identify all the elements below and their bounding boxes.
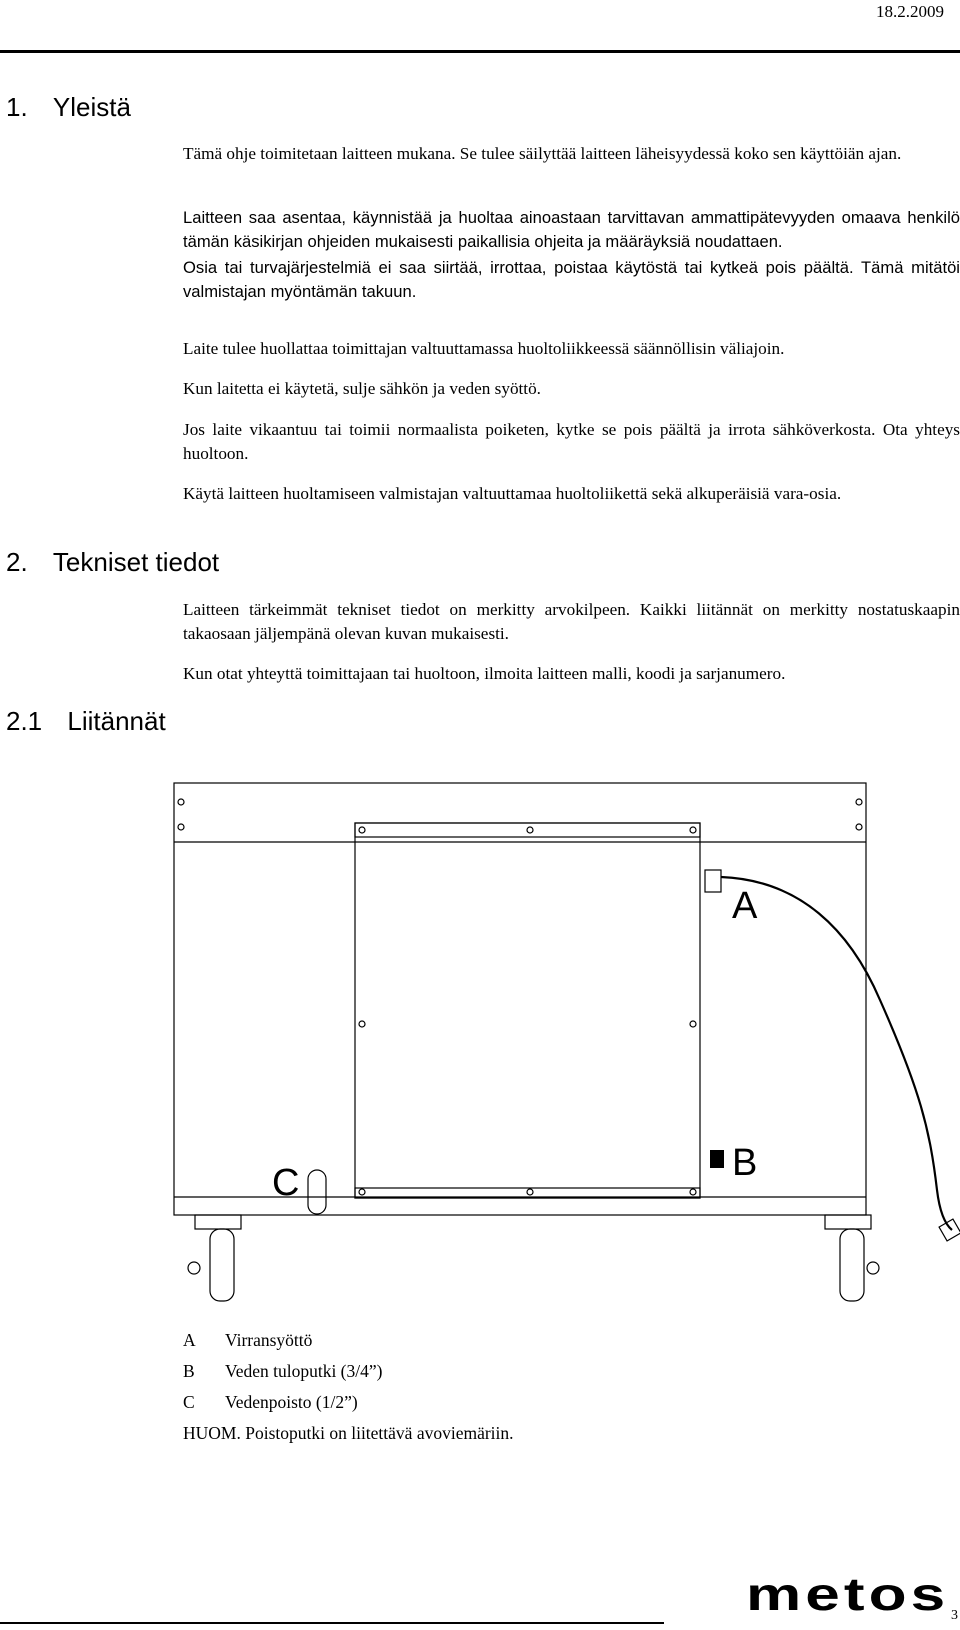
- paragraph-warranty: Osia tai turvajärjestelmiä ei saa siirtää, irrottaa, poistaa käytöstä tai kytkeä pois päältä. Tämä mitätöi valmistajan myöntämän takuun.: [183, 258, 960, 301]
- section-2-1-number: 2.1: [6, 706, 43, 736]
- right-wheel: [825, 1215, 879, 1301]
- legend-note: HUOM. Poistoputki on liitettävä avoviemäriin.: [183, 1423, 514, 1443]
- legend-text: Veden tuloputki (3/4”): [225, 1361, 383, 1381]
- footer-rule: [0, 1622, 664, 1624]
- page-number: 3: [951, 1608, 958, 1623]
- legend-text: Vedenpoisto (1/2”): [225, 1392, 358, 1412]
- document-date: 18.2.2009: [876, 2, 944, 21]
- power-plug: [939, 1219, 960, 1241]
- legend-key: A: [183, 1330, 196, 1350]
- paragraph-intro: Tämä ohje toimitetaan laitteen mukana. Se tulee säilyttää laitteen läheisyydessä koko sen käyttöiän ajan.: [183, 144, 902, 163]
- paragraph-technical-data: Laitteen tärkeimmät tekniset tiedot on merkitty arvokilpeen. Kaikki liitännät on merkitty nostatuskaapin takaosaan jäljempänä olevan kuvan mukaisesti.: [183, 600, 960, 643]
- cabinet-body: [174, 783, 866, 1215]
- section-1-title: Yleistä: [52, 92, 131, 122]
- legend-key: C: [183, 1392, 195, 1412]
- metos-logo: metos: [746, 1568, 950, 1620]
- diagram-label-b: B: [732, 1142, 758, 1184]
- section-2-1-title: Liitännät: [67, 706, 166, 736]
- water-inlet-connector: [710, 1150, 724, 1168]
- legend-key: B: [183, 1361, 195, 1381]
- section-2-number: 2.: [6, 547, 28, 577]
- paragraph-contact: Kun otat yhteyttä toimittajaan tai huoltoon, ilmoita laitteen malli, koodi ja sarjanumero.: [183, 664, 786, 683]
- diagram-label-a: A: [732, 885, 758, 927]
- drain-outlet: [308, 1170, 326, 1214]
- section-2-title: Tekniset tiedot: [52, 547, 220, 577]
- rear-panel: [355, 823, 700, 1198]
- legend-item: [183, 1392, 358, 1413]
- cable-gland: [705, 870, 721, 892]
- diagram-label-c: C: [272, 1162, 300, 1204]
- left-wheel: [188, 1215, 241, 1301]
- paragraph-fault: Jos laite vikaantuu tai toimii normaalista poiketen, kytke se pois päältä ja irrota sähköverkosta. Ota yhteys huoltoon.: [183, 420, 960, 463]
- section-1-number: 1.: [6, 92, 28, 122]
- legend-text: Virransyöttö: [225, 1330, 313, 1350]
- paragraph-shutoff: Kun laitetta ei käytetä, sulje sähkön ja veden syöttö.: [183, 379, 541, 398]
- paragraph-installation: Laitteen saa asentaa, käynnistää ja huoltaa ainoastaan tarvittavan ammattipätevyyden omaava henkilö tämän käsikirjan ohjeiden mukaisesti paikallisia ohjeita ja määräyksiä noudattaen.: [183, 208, 960, 251]
- legend-item: [183, 1361, 382, 1382]
- paragraph-service: Laite tulee huollattaa toimittajan valtuuttamassa huoltoliikkeessä säännöllisin väliajoin.: [183, 339, 785, 358]
- paragraph-spare-parts: Käytä laitteen huoltamiseen valmistajan valtuuttamaa huoltoliikettä sekä alkuperäisiä vara-osia.: [183, 484, 842, 503]
- legend-item: [183, 1330, 312, 1351]
